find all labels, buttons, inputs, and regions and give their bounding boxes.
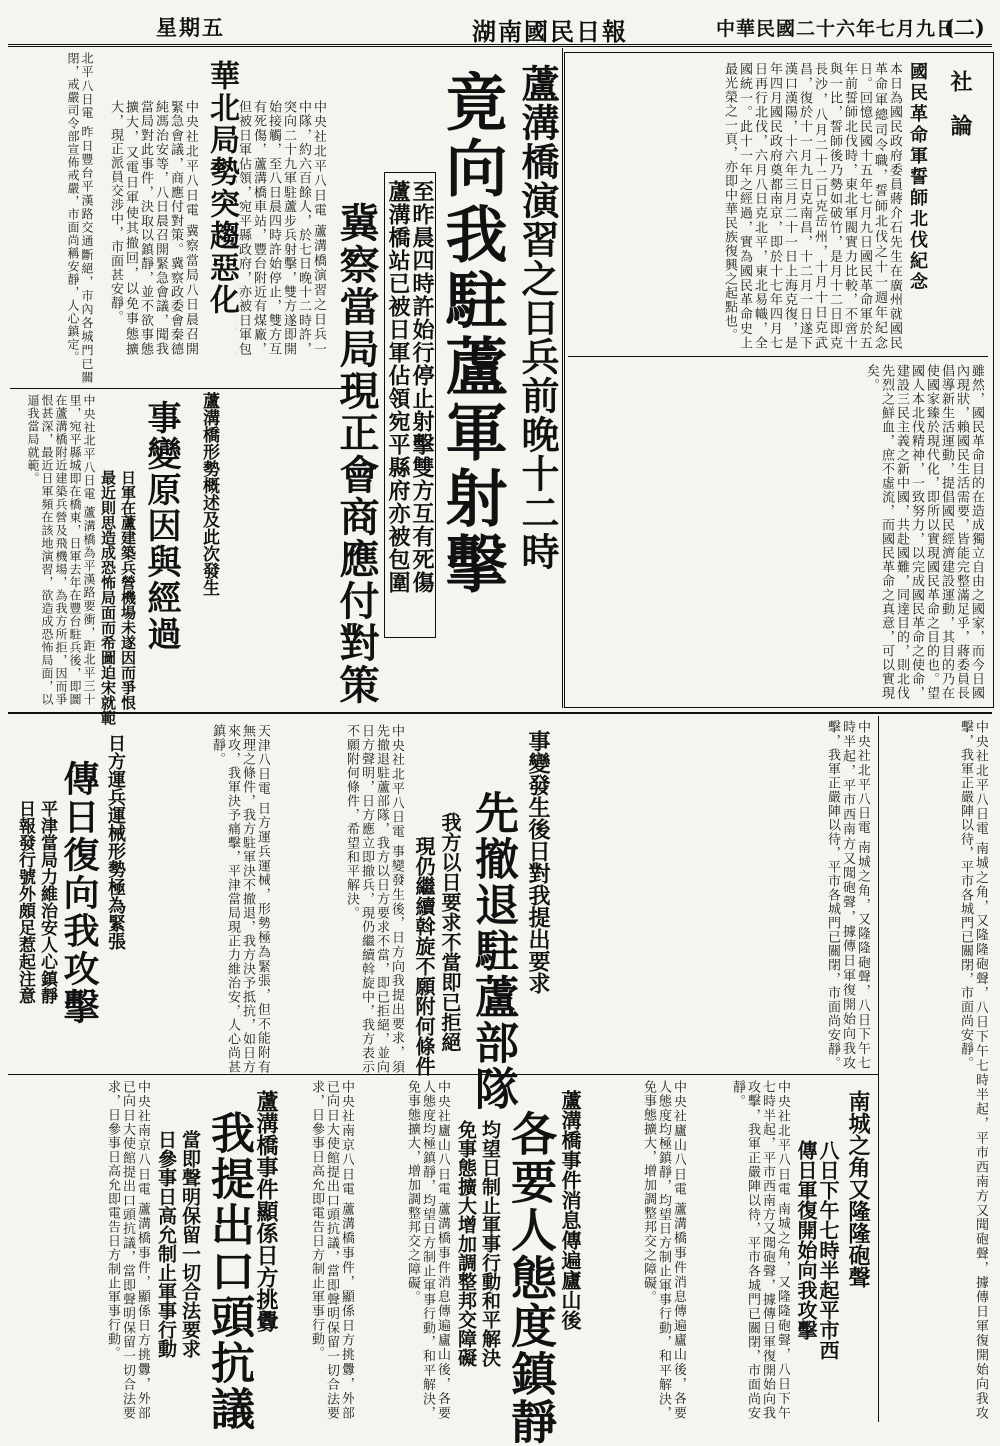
guns-headline-3: 傳日軍復開始向我攻擊 <box>794 1140 818 1340</box>
calm-headline-1: 蘆溝橋事件消息傳遍廬山後 <box>558 1090 582 1330</box>
editorial-title: 國民革命軍誓師北伐紀念 <box>907 62 928 293</box>
protest-body: 中央社南京八日電 蘆溝橋事件，顯係日方挑釁，外部已向日大使館提出口頭抗議，當即聲明保留一切合法要求，日參事日高允即電告日方制止軍事行動。 <box>309 1080 354 1420</box>
right-column-rule <box>878 716 879 1422</box>
demand-body: 中央社北平八日電 事變發生後，日方向我提出要求，須先撤退駐蘆部隊，我方以日方要求不當，即已拒絕，並向日方聲明，日方應立即撤兵，現仍繼續斡旋中，我方表示不願附何條件，希望和平解決。 <box>344 724 404 1074</box>
demand-subhead-1: 我方以日要求不當即已拒絕 <box>438 812 462 1052</box>
attack-headline: 傳日復向我攻擊 <box>58 760 99 1026</box>
main-subhead-2: 蘆溝橋站已被日軍佔領宛平縣府亦被包圍 <box>385 180 410 594</box>
attack-subhead-2: 平津當局力維治安人心鎮靜 <box>37 800 57 1004</box>
cause-top-rule <box>10 388 370 389</box>
protest-body-2: 中央社南京八日電 蘆溝橋事件，顯係日方挑釁，外部已向日大使館提出口頭抗議，當即聲明保留一切合法要求，日參事日高允即電告日方制止軍事行動。 <box>105 1080 150 1420</box>
main-headline-2: 竟向我駐蘆軍射擊 <box>435 70 508 598</box>
protest-headline-1: 蘆溝橋事件顯係日方挑釁 <box>253 1090 278 1332</box>
attack-subhead-1: 日方運兵運械形勢極為緊張 <box>105 734 126 950</box>
protest-headline-2: 我提出口頭抗議 <box>203 1110 254 1432</box>
protest-subhead-2: 日參事日高允制止軍事行動 <box>155 1130 177 1358</box>
editorial-body: 本日為國民政府委員蔣介石先生在廣州就國民革命軍總司令職，誓師北伐之十一週年紀念日。回憶民國十五年七月九日國民革命軍於五年前誓師北伐時，東北軍閥實力比較，不啻十與一比，誓師後乃勢如破竹，是月十二日即克長沙，八月二十二日克岳州，十月十日克武昌，復於十一月九日克南昌，十二月一日遂下漢口漢陽，十六年三月二十一日上海克復，是年四月國民政府奠都南京，即於十七年四月七日再行北伐，六月八日克北平，東北易幟，全國統一。此十一年之經過，實為國民革命史上最光榮之一頁，亦即中華民族復興之起點也。 <box>722 62 902 350</box>
right-col-filler: 北平八日電 昨日豐台平漢路交通斷絕，市內各城門已關閉，戒嚴司令部宣佈戒嚴，市面尚稱安靜，人心鎮定。 <box>66 52 94 384</box>
cause-subhead-1: 蘆溝橋形勢概述及此次發生 <box>199 392 219 596</box>
attack-subhead-3: 日報發行號外頗足惹起注意 <box>15 800 35 1004</box>
calm-subhead-1: 均望日制止軍事行動和平解決 <box>479 1120 501 1367</box>
guns-body: 中央社北平八日電 南城之角，又隆隆砲聲，八日下午七時半起，平市西南方又聞砲聲，據傳日軍復開始向我攻擊，我軍正嚴陣以待，平市各城門已關閉，市面尚安靜。 <box>958 720 988 1420</box>
calm-body: 中央社廬山八日電 蘆溝橋事件消息傳遍廬山後，各要人態度均極鎮靜，均望日方制止軍事行動，和平解決，免事態擴大，增加調整邦交之障礙。 <box>641 1080 686 1420</box>
demand-headline-2: 先撤退駐蘆部隊 <box>467 790 518 1112</box>
demand-subhead-2: 現仍繼續斡旋不願附何條件 <box>412 836 436 1076</box>
calm-headline-2: 各要人態度鎮靜 <box>504 1110 558 1446</box>
main-subhead-3: 冀察當局現正會商應付對策 <box>333 202 379 706</box>
bottom-section-rule <box>8 1074 878 1075</box>
editorial-divider <box>568 356 988 357</box>
cause-headline: 事變原因與經過 <box>141 400 181 652</box>
guns-body-2: 中央社北平八日電 南城之角，又隆隆砲聲，八日下午七時半起，平市西南方又聞砲聲，據傳日軍復開始向我攻擊，我軍正嚴陣以待，平市各城門已關閉，市面尚安靜。 <box>825 720 870 1070</box>
weekday: 星期五 <box>156 15 225 40</box>
masthead <box>8 4 992 47</box>
editorial-body-2: 雖然，國民革命目的在造成獨立自由之國家，而今日國內現狀，賴國民生活需要，皆能完整滿足乎，蔣委員長倡導新生活運動，提倡國民經濟建設運動，其目的乃在使國家臻於現代化，即所以實現國民革命之目的也。望國人本北伐精神，一致努力，以完成國民革命之使命，建設三民主義之新中國，共赴國難，同達目的，則北伐先烈之鮮血，庶不虛流，而國民革命之真意，可以實現矣。 <box>864 364 984 700</box>
page-number: (二) <box>944 15 985 40</box>
cause-body: 中央社北平八日電 蘆溝橋為平漢路要衝，距北平三十里，宛平縣城即在橋東，日軍去年在豐台駐兵後，即圖在蘆溝橋附近建築兵營及飛機場，為我方所拒，因而爭恨甚深，最近日軍頻在該地演習，欲造成恐怖局面，以逼我當局就範。 <box>26 394 96 706</box>
paper-name: 湖南國民日報 <box>472 17 628 46</box>
main-body-2: 中央社北平八日電 冀察當局八日晨召開緊急會議，商應付對策。冀察政委會秦德純馮治安等，八日晨召開緊急會議，聞我當局對此事件，決取以鎮靜，並不欲事態擴大，又電日軍使其撤回，以免事態擴大，現正派員交涉中，市面甚安靜。 <box>108 100 198 356</box>
page-divider <box>8 712 992 714</box>
main-kicker: 華北局勢突趨惡化 <box>204 60 239 316</box>
editorial-section-label: 社論 <box>947 70 972 158</box>
main-subhead-1: 至昨晨四時許始行停止射擊雙方互有死傷 <box>409 180 434 594</box>
protest-subhead-1: 當即聲明保留一切合法要求 <box>179 1130 201 1358</box>
guns-body-3: 中央社北平八日電 南城之角，又隆隆砲聲，八日下午七時半起，平市西南方又聞砲聲，據傳日軍復開始向我攻擊，我軍正嚴陣以待，平市各城門已關閉，市面尚安靜。 <box>730 1080 790 1420</box>
guns-headline-1: 南城之角又隆隆砲聲 <box>845 1090 870 1288</box>
attack-body: 天津八日電 日方運兵運械，形勢極為緊張，但不能附有無理之條件，我方駐軍決不撤退，我方決予抵抗，如日方來攻，我軍決予痛擊，平津當局現正力維治安，人心尚甚鎮靜。 <box>210 724 270 1074</box>
calm-body-2: 中央社廬山八日電 蘆溝橋事件消息傳遍廬山後，各要人態度均極鎮靜，均望日方制止軍事行動，和平解決，免事態擴大，增加調整邦交之障礙。 <box>405 1080 450 1420</box>
main-headline-1: 蘆溝橋演習之日兵前晚十二時 <box>515 64 559 571</box>
demand-headline-1: 事變發生後日對我提出要求 <box>525 730 550 994</box>
issue-date: 中華民國二十六年七月九日 <box>716 18 957 40</box>
cause-subhead-3: 最近則思造成恐怖局面而希圖迫宋就範 <box>99 470 117 725</box>
main-body: 中央社北平八日電 蘆溝橋演習之日兵一中隊，約六百餘人，於七日晚十二時許，突向二十九軍駐蘆步兵射擊，雙方遂即開始接觸，至八日晨四時許始停止，雙方互有死傷，蘆溝橋車站，豐台附近有煤廠，但被日軍佔領，宛平縣政府，亦被日軍包 <box>236 100 326 356</box>
guns-headline-2: 八日下午七時半起平市西 <box>816 1140 840 1360</box>
editorial-column-rule <box>562 48 563 708</box>
cause-subhead-2: 日軍在蘆建築兵營機場未遂因而爭恨 <box>119 470 137 710</box>
calm-subhead-2: 免事態擴大增加調整邦交障礙 <box>455 1120 477 1367</box>
